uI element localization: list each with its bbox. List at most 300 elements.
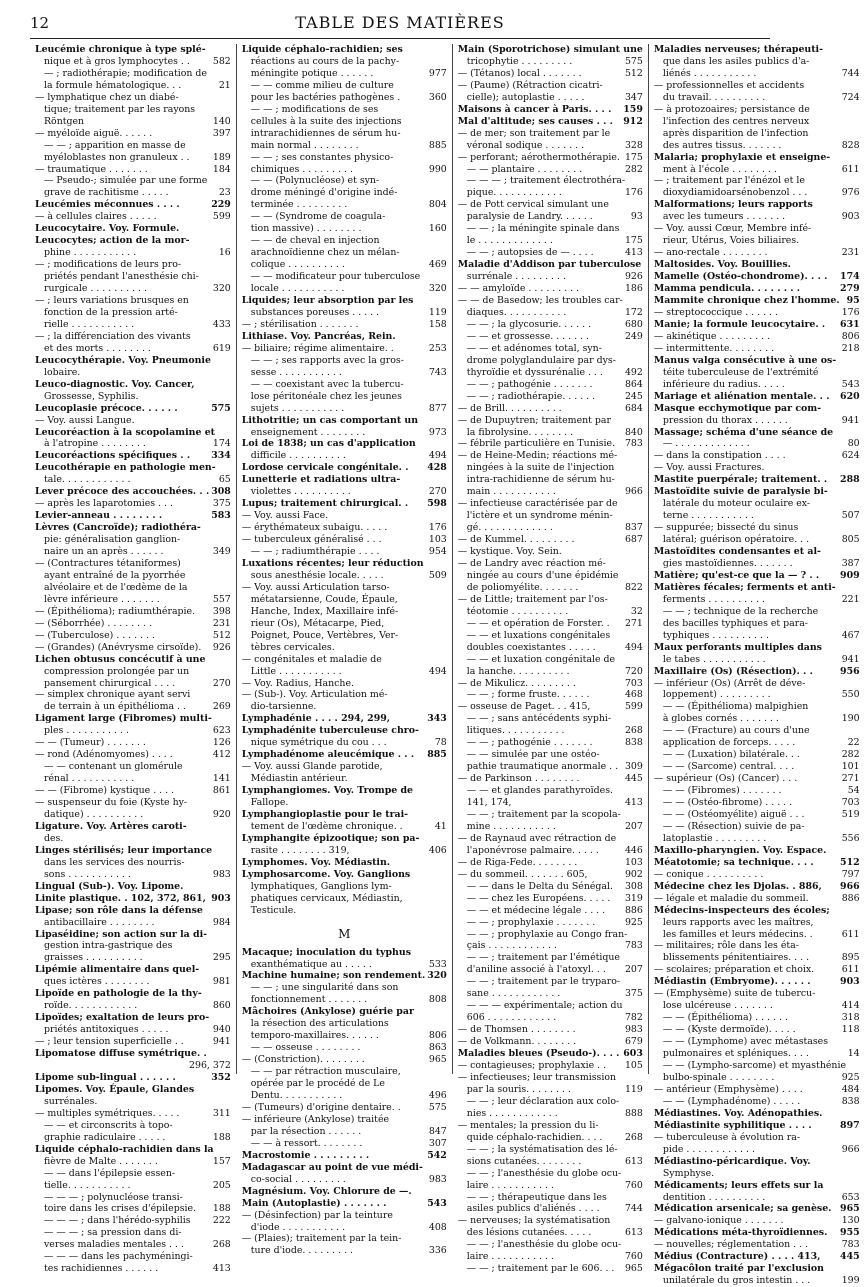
entry-text: — légale et maladie du sommeil.: [653, 892, 809, 904]
entry-page-ref: 320: [212, 283, 231, 295]
entry-text: — — et luxation congénitale de: [466, 653, 616, 665]
entry-page-ref: 433: [212, 318, 231, 330]
entry-text: sions cutanées. . . . . . . .: [466, 1155, 582, 1167]
entry-text: Symphyse.: [662, 1167, 715, 1179]
entry-text: — — ; sans antécédents syphi-: [466, 713, 612, 725]
index-entry: [654, 175, 860, 187]
index-entry: [458, 809, 643, 821]
entry-page-ref: 445: [840, 1251, 860, 1263]
entry-text: — — (Ostéomyélite) aiguë . . .: [662, 809, 805, 820]
entry-text: — scolaires; préparation et choix.: [653, 964, 815, 976]
entry-text: — Voy. aussi Face.: [241, 510, 329, 522]
entry-page-ref: 65: [218, 474, 231, 486]
index-entry: [35, 689, 231, 701]
index-entry: [35, 570, 231, 582]
entry-text: — perforant; aérothermothérapie.: [457, 151, 620, 163]
index-entry: [458, 678, 643, 690]
entry-page-ref: 679: [624, 1036, 643, 1048]
index-entry: [654, 474, 860, 486]
index-entry: [458, 1120, 643, 1132]
entry-text: Lipase; son rôle dans la défense: [35, 904, 203, 916]
index-entry: [242, 785, 447, 797]
index-entry: [35, 510, 231, 522]
index-entry: [654, 929, 860, 941]
entry-text: Ligament large (Fibromes) multi-: [35, 713, 212, 725]
index-entry: [242, 486, 447, 498]
entry-page-ref: 349: [212, 546, 231, 558]
index-entry: [654, 594, 860, 606]
index-entry: [35, 391, 231, 403]
entry-page-ref: 172: [624, 306, 643, 318]
entry-text: antibacillaire . . . . . . . .: [44, 916, 155, 928]
entry-text: gestion intra-gastrique des: [44, 940, 173, 952]
entry-page-ref: 492: [624, 366, 643, 378]
entry-text: métatarsienne, Coude, Épaule,: [250, 593, 398, 605]
entry-text: — militaires; rôle dans les éta-: [653, 940, 799, 952]
entry-text: phatiques cervicaux, Médiastin,: [250, 892, 403, 904]
entry-text: Lichen obtusus concécutif à une: [35, 653, 206, 665]
index-entry: [654, 80, 860, 92]
index-entry: [242, 462, 447, 474]
index-entry: [35, 1156, 231, 1168]
entry-text: — nouvelles; réglementation . . .: [653, 1239, 809, 1251]
entry-text: difficile . . . . . . . . . .: [250, 450, 346, 462]
index-entry: [35, 128, 231, 140]
entry-text: — — (Lymphadénome) . . . . .: [662, 1095, 801, 1107]
entry-text: diaques. . . . . . . . . . .: [466, 306, 567, 318]
entry-page-ref: 598: [427, 498, 447, 510]
entry-text: gé. . . . . . . . . . . . .: [466, 522, 553, 534]
entry-text: — — ; leur déclaration aux colo-: [466, 1095, 620, 1107]
entry-page-ref: 446: [624, 844, 643, 856]
index-entry: [654, 666, 860, 678]
index-entry: [458, 725, 643, 737]
index-entry: [654, 1012, 860, 1024]
index-entry: [35, 1000, 231, 1012]
index-entry: [242, 994, 447, 1006]
entry-text: sons . . . . . . . . . . .: [44, 868, 131, 880]
entry-page-ref: 282: [841, 749, 860, 761]
index-entry: [242, 893, 447, 905]
entry-page-ref: 176: [428, 522, 447, 534]
entry-text: Médecine chez les Djolas. . 886,: [653, 880, 822, 892]
index-entry: [458, 630, 643, 642]
index-entry: [458, 929, 643, 941]
entry-page-ref: 623: [212, 725, 231, 737]
entry-text: — — ; pathogénie . . . . . . .: [466, 378, 593, 390]
index-entry: [458, 1215, 643, 1227]
index-entry: [35, 582, 231, 594]
index-entry: [654, 116, 860, 128]
entry-text: sujets . . . . . . . . . . .: [250, 402, 345, 414]
index-entry: [458, 1263, 643, 1275]
index-entry: [242, 869, 447, 881]
index-entry: [458, 283, 643, 295]
index-entry: [242, 713, 447, 725]
index-entry: [242, 678, 447, 690]
entry-text: lose péritonéale chez les jeunes: [250, 390, 402, 402]
index-entry: [654, 391, 860, 403]
entry-page-ref: 105: [624, 1060, 643, 1072]
entry-text: — — dans l'épilepsie essen-: [44, 1167, 176, 1179]
index-entry: [35, 666, 231, 678]
entry-page-ref: 864: [624, 378, 643, 390]
index-entry: [35, 618, 231, 630]
index-entry: [458, 1156, 643, 1168]
entry-text: — supérieur (Os) (Cancer) . . .: [653, 773, 798, 785]
entry-text: Lipome sub-lingual . . . . . .: [35, 1071, 176, 1083]
entry-page-ref: 720: [624, 665, 643, 677]
entry-text: — ano-rectale . . . . . . . .: [653, 247, 768, 259]
entry-page-ref: 188: [212, 1131, 231, 1143]
index-entry: [654, 355, 860, 367]
entry-text: drome polyglandulaire par dys-: [466, 354, 616, 366]
index-entry: [458, 1227, 643, 1239]
entry-text: rénal . . . . . . . . . . .: [44, 773, 135, 785]
entry-text: lèvre inférieure . . . . . . .: [44, 593, 160, 605]
entry-text: Matières fécales; ferments et anti-: [653, 581, 836, 593]
index-entry: [458, 821, 643, 833]
index-entry: [35, 343, 231, 355]
entry-text: — (Tumeurs) d'origine dentaire. .: [241, 1101, 401, 1113]
index-entry: [458, 582, 643, 594]
entry-page-ref: 119: [624, 1083, 643, 1095]
entry-text: terminée . . . . . . . . .: [250, 199, 348, 211]
entry-text: Lithiase. Voy. Pancréas, Rein.: [241, 330, 396, 342]
index-entry: [654, 1180, 860, 1192]
entry-text: — Voy. Radius, Hanche.: [241, 677, 354, 689]
entry-text: — — de Basedow; les troubles car-: [457, 295, 623, 307]
index-entry: [242, 1018, 447, 1030]
entry-text: Lunetterie et radiations ultra-: [241, 474, 401, 486]
entry-text: la fibrolysine. . . . . . . .: [466, 426, 574, 438]
entry-page-ref: 912: [623, 115, 643, 127]
entry-text: — — (Résection) suivie de pa-: [662, 820, 805, 832]
index-entry: [35, 116, 231, 128]
entry-text: Leucoréaction à la scopolamine et: [35, 426, 215, 438]
entry-text: — nerveuses; la systématisation: [457, 1215, 611, 1227]
index-entry: [458, 713, 643, 725]
entry-text: laire . . . . . . . . . . .: [466, 1179, 554, 1191]
entry-text: tion massive) . . . . . . . .: [250, 223, 362, 235]
entry-text: Leucémie chronique à type splé-: [35, 44, 206, 55]
entry-text: Leucocytaire. Voy. Formule.: [35, 223, 180, 235]
entry-text: Masque ecchymotique par com-: [653, 402, 822, 414]
index-entry: [458, 199, 643, 211]
index-entry: [242, 271, 447, 283]
entry-text: Médiastin antérieur.: [250, 773, 348, 785]
index-entry: [35, 427, 231, 439]
index-entry: [35, 546, 231, 558]
entry-text: quide céphalo-rachidien. . . .: [466, 1131, 603, 1143]
entry-page-ref: 926: [212, 641, 231, 653]
index-entry: [654, 403, 860, 415]
index-entry: [458, 606, 643, 618]
index-entry: [458, 797, 643, 809]
entry-page-ref: 176: [841, 306, 860, 318]
entry-page-ref: 507: [841, 510, 860, 522]
index-entry: [458, 642, 643, 654]
entry-text: pour les bactéries pathogènes .: [250, 91, 401, 103]
index-entry: [654, 92, 860, 104]
index-entry: [458, 534, 643, 546]
index-entry: [458, 1096, 643, 1108]
entry-text: paralysie de Landry. . . . . .: [466, 211, 593, 223]
entry-page-ref: 231: [212, 617, 231, 629]
index-entry: [654, 152, 860, 164]
entry-page-ref: 838: [841, 1095, 860, 1107]
index-entry: [654, 917, 860, 929]
index-entry: [654, 1275, 860, 1287]
index-entry: [654, 438, 860, 450]
index-entry: [654, 295, 860, 307]
index-entry: [654, 498, 860, 510]
entry-page-ref: 703: [841, 797, 860, 809]
entry-page-ref: 141: [212, 773, 231, 785]
entry-text: — — ; la méningite spinale dans: [466, 223, 620, 235]
index-entry: [242, 618, 447, 630]
entry-text: des lésions cutanées. . . . .: [466, 1227, 592, 1239]
entry-page-ref: 744: [841, 67, 860, 79]
index-entry: [458, 570, 643, 582]
entry-text: Main (Autoplastie) . . . . . . .: [241, 1197, 387, 1209]
entry-page-ref: 271: [841, 773, 860, 785]
index-entry: [458, 1084, 643, 1096]
entry-text: opérée par le procédé de Le: [250, 1078, 385, 1090]
entry-text: Loi de 1838; un cas d'application: [241, 438, 416, 450]
entry-text: — — ; apparition en masse de: [44, 139, 186, 151]
entry-page-ref: 22: [847, 737, 860, 749]
entry-text: les familles et leurs médecins. .: [662, 928, 813, 940]
index-entry: [35, 917, 231, 929]
index-entry: [242, 415, 447, 427]
entry-page-ref: 205: [212, 1179, 231, 1191]
index-entry: [654, 211, 860, 223]
entry-page-ref: 860: [212, 1000, 231, 1012]
entry-text: — — et glandes parathyroïdes.: [466, 785, 613, 797]
entry-page-ref: 414: [841, 1000, 860, 1012]
index-columns: [30, 44, 860, 1287]
entry-text: — — ; une singularité dans son: [250, 982, 399, 994]
index-entry: [35, 1036, 231, 1048]
entry-text: Maladie d'Addison par tuberculose: [457, 259, 642, 271]
index-entry: [654, 642, 860, 654]
index-entry: [654, 283, 860, 295]
entry-text: — traumatique . . . . . . .: [35, 163, 148, 175]
entry-page-ref: 78: [434, 737, 447, 749]
index-column-1: [30, 44, 237, 1275]
entry-text: cielle); autoplastie . . . . .: [466, 91, 585, 103]
index-entry: [242, 582, 447, 594]
entry-text: Luxations récentes; leur réduction: [241, 557, 424, 569]
entry-text: — biliaire; régime alimentaire. .: [241, 342, 394, 354]
index-entry: [458, 689, 643, 701]
entry-text: téotomie . . . . . . . . . .: [466, 605, 569, 617]
index-entry: [458, 1192, 643, 1204]
entry-text: pathie traumatique anormale . .: [466, 761, 619, 773]
entry-text: — professionnelles et accidents: [653, 79, 805, 91]
entry-text: par la résection . . . . . .: [250, 1125, 362, 1137]
entry-page-ref: 103: [428, 534, 447, 546]
entry-text: Maxillo-pharyngien. Voy. Espace.: [653, 844, 827, 856]
entry-page-ref: 32: [630, 605, 643, 617]
entry-text: inférieure du radius. . . . .: [662, 378, 785, 390]
index-column-2: [237, 44, 453, 1257]
entry-page-ref: 863: [428, 1042, 447, 1054]
index-entry: [242, 450, 447, 462]
entry-text: ques ictères . . . . . . . .: [44, 976, 150, 988]
entry-page-ref: 966: [624, 486, 643, 498]
entry-text: — lymphatique chez un diabé-: [35, 91, 179, 103]
entry-text: alvéolaire et de l'œdème de la: [44, 581, 188, 593]
index-entry: [242, 343, 447, 355]
entry-text: ples . . . . . . . . . . .: [44, 725, 129, 737]
index-entry: [242, 821, 447, 833]
index-entry: [35, 307, 231, 319]
index-entry: [242, 474, 447, 486]
index-entry: [458, 247, 643, 259]
index-entry: [654, 235, 860, 247]
entry-page-ref: 797: [841, 868, 860, 880]
entry-text: — à protozoaires; persistance de: [653, 103, 810, 115]
entry-text: la résection des articulations: [250, 1018, 389, 1030]
index-entry: [654, 510, 860, 522]
index-entry: [458, 319, 643, 331]
entry-page-ref: 783: [841, 1239, 860, 1251]
entry-text: — — (Lympho-sarcome) et myasthénie: [662, 1060, 846, 1072]
index-entry: [458, 558, 643, 570]
index-entry: [242, 982, 447, 994]
entry-text: main normal . . . . . . . .: [250, 139, 359, 151]
index-entry: [35, 259, 231, 271]
index-entry: [458, 474, 643, 486]
index-entry: [242, 797, 447, 809]
entry-text: Mamelle (Ostéo-chondrome). . . .: [653, 271, 828, 283]
entry-text: — — ; prophylaxie . . . . . . .: [466, 916, 596, 928]
entry-page-ref: 308: [624, 880, 643, 892]
entry-text: graphie radiculaire . . . . .: [44, 1131, 166, 1143]
index-entry: [654, 1263, 860, 1275]
index-entry: [458, 785, 643, 797]
index-entry: [458, 845, 643, 857]
entry-text: leurs rapports avec les maîtres,: [662, 916, 814, 928]
entry-page-ref: 687: [624, 534, 643, 546]
entry-text: — — ; la systématisation des lé-: [466, 1143, 618, 1155]
entry-page-ref: 397: [212, 127, 231, 139]
entry-text: — (Emphysème) suite de tubercu-: [653, 988, 816, 1000]
index-entry: [242, 1174, 447, 1186]
index-entry: [35, 438, 231, 450]
entry-page-ref: 282: [624, 163, 643, 175]
entry-text: — ; traitement par l'énézol et le: [653, 175, 805, 187]
entry-text: Maladies bleues (Pseudo-). . . .: [457, 1048, 620, 1060]
entry-page-ref: 188: [212, 1203, 231, 1215]
index-entry: [458, 235, 643, 247]
index-entry: [654, 1227, 860, 1239]
index-entry: [458, 869, 643, 881]
entry-text: réactions au cours de la pachy-: [250, 55, 400, 67]
entry-text: — — — ; polynucléose transi-: [44, 1191, 183, 1203]
entry-text: unilatérale du gros intestin . . .: [662, 1275, 811, 1287]
index-entry: [458, 917, 643, 929]
entry-text: — . . . . . . . . . . . . .: [662, 438, 750, 450]
entry-text: — — dans le Delta du Sénégal.: [466, 880, 613, 892]
index-entry: [242, 725, 447, 737]
index-entry: [35, 869, 231, 881]
index-entry: [458, 905, 643, 917]
entry-text: — (Séborrhée) . . . . . . . .: [35, 617, 153, 629]
index-entry: [242, 199, 447, 211]
index-entry: [654, 1072, 860, 1084]
entry-text: — — (Fibrome) kystique . . . .: [35, 785, 175, 797]
entry-text: gies mastoïdiennes. . . . . . .: [662, 557, 793, 569]
index-entry: [458, 701, 643, 713]
entry-page-ref: 93: [630, 211, 643, 223]
index-entry: [654, 415, 860, 427]
index-entry: [35, 976, 231, 988]
entry-text: — — ; autopsies de — . . . .: [466, 247, 594, 259]
entry-page-ref: 909: [840, 569, 860, 581]
entry-text: que dans les asiles publics d'a-: [662, 55, 810, 67]
entry-text: Lordose cervicale congénitale. .: [241, 462, 409, 474]
entry-text: Médius (Contracture) . . . . 413,: [653, 1251, 821, 1263]
index-entry: [654, 1132, 860, 1144]
entry-text: Ligature. Voy. Artères caroti-: [35, 820, 187, 832]
index-entry: [35, 1263, 231, 1275]
index-entry: [458, 379, 643, 391]
entry-text: — — ; traitement par le 606. . .: [466, 1263, 615, 1275]
entry-page-ref: 837: [624, 522, 643, 534]
index-entry: [35, 44, 231, 56]
index-entry: [35, 1251, 231, 1263]
entry-text: Liquide céphalo-rachidien dans la: [35, 1143, 214, 1155]
index-entry: [654, 331, 860, 343]
entry-text: latoplastie . . . . . . . . .: [662, 832, 767, 844]
entry-text: après disparition de l'infection: [662, 127, 809, 139]
index-entry: [35, 522, 231, 534]
entry-text: d'aniline associé à l'atoxyl. . .: [466, 964, 606, 976]
index-entry: [35, 462, 231, 474]
index-entry: [654, 1024, 860, 1036]
entry-text: dioxydiamidoarsénobenzol . . .: [662, 187, 808, 199]
entry-text: — — (Syndrome de coagula-: [250, 211, 386, 223]
page-header: [30, 12, 770, 34]
entry-text: Médecins-inspecteurs des écoles;: [653, 904, 830, 916]
index-entry: [458, 1168, 643, 1180]
entry-page-ref: 288: [840, 474, 860, 486]
entry-text: Mastoïdites condensantes et al-: [653, 546, 821, 558]
index-entry: [654, 905, 860, 917]
index-entry: [35, 833, 231, 845]
entry-page-ref: 207: [624, 820, 643, 832]
index-entry: [458, 403, 643, 415]
index-entry: [242, 761, 447, 773]
index-entry: [35, 1084, 231, 1096]
index-entry: [654, 307, 860, 319]
entry-page-ref: 724: [841, 91, 860, 103]
entry-text: — de Volkmann. . . . . . . .: [457, 1036, 577, 1048]
entry-page-ref: 941: [841, 653, 860, 665]
index-entry: [458, 1012, 643, 1024]
index-entry: [242, 510, 447, 522]
entry-text: Fallope.: [250, 797, 289, 809]
index-entry: [35, 630, 231, 642]
index-entry: [458, 211, 643, 223]
index-entry: [458, 522, 643, 534]
entry-page-ref: 983: [624, 1024, 643, 1036]
entry-text: — — ; modifications de ses: [250, 103, 379, 115]
entry-text: — — comme milieu de culture: [250, 79, 394, 91]
